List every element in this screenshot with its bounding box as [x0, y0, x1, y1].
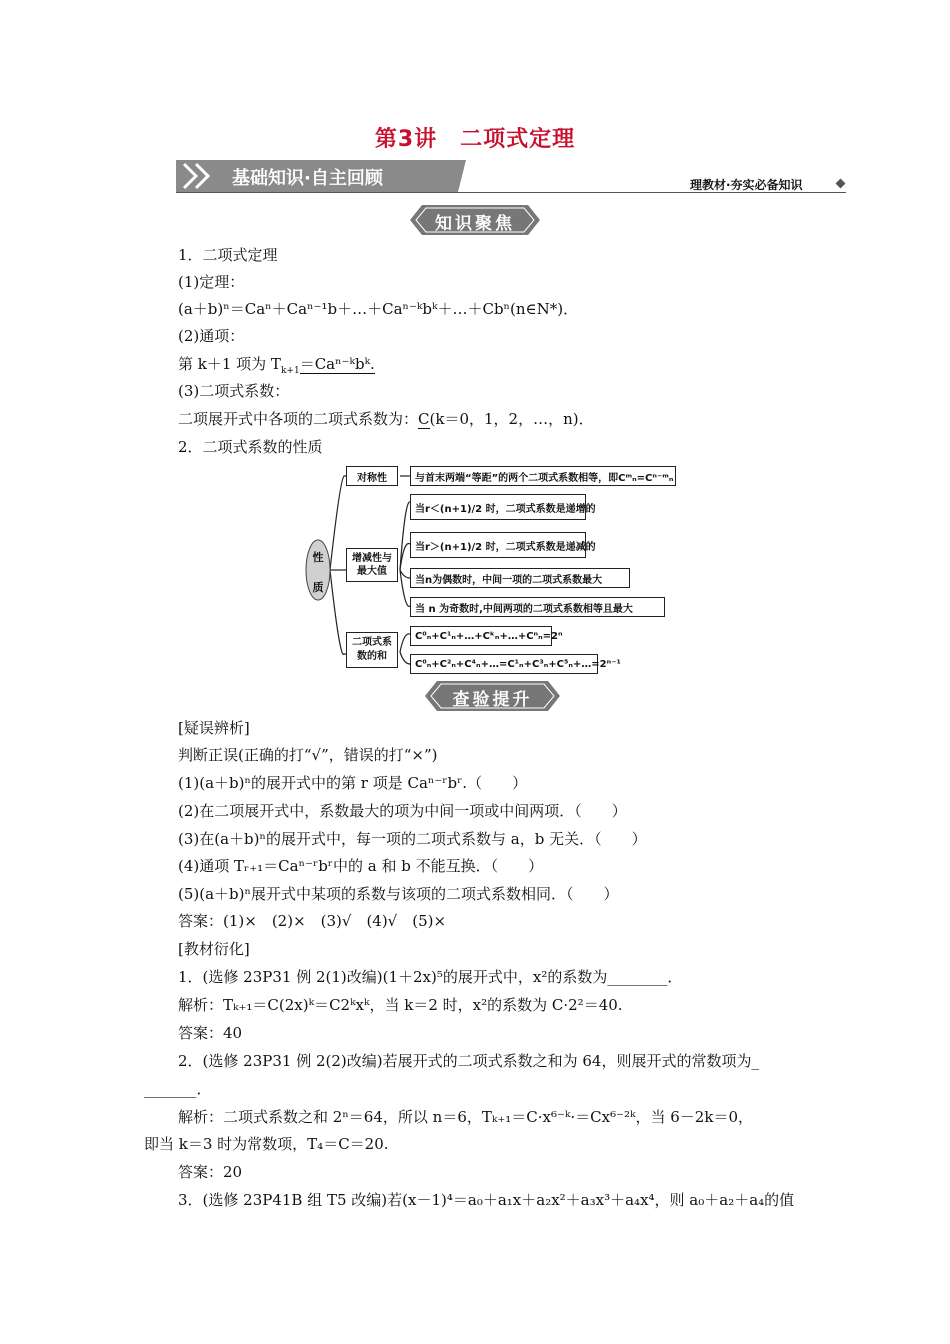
diagram-leaf: 与首末两端“等距”的两个二项式系数相等，即Cᵐₙ=Cⁿ⁻ᵐₙ — [410, 466, 676, 486]
text-line: (2)在二项展开式中，系数最大的项为中间一项或中间两项．（ ） — [178, 802, 627, 820]
banner-left-text: 基础知识·自主回顾 — [232, 168, 383, 189]
text-line: (1)(a＋b)ⁿ的展开式中的第 r 项是 Caⁿ⁻ʳbʳ.（ ） — [178, 774, 528, 792]
text-line: _______． — [144, 1080, 212, 1098]
text-line: [疑误辨析] — [178, 719, 250, 737]
text-line: 解析：Tₖ₊₁＝C(2x)ᵏ＝C2ᵏxᵏ，当 k＝2 时，x²的系数为 C·2²＝40. — [178, 996, 623, 1014]
text-line: 3．(选修 23P41B 组 T5 改编)若(x－1)⁴＝a₀＋a₁x＋a₂x²＋a₃x³＋a₄x⁴，则 a₀＋a₂＋a₄的值 — [178, 1191, 795, 1209]
text-line: 2．(选修 23P31 例 2(2)改编)若展开式的二项式系数之和为 64，则展开式的常数项为_ — [178, 1052, 759, 1070]
text-line: 答案：(1)× (2)× (3)√ (4)√ (5)× — [178, 912, 447, 930]
text-line — [178, 354, 375, 381]
text-underlined: ＝Caⁿ⁻ᵏbᵏ. — [299, 355, 375, 373]
text-span: (k＝0，1，2，…，n)． — [429, 410, 594, 428]
banner-right-text: 理教材·夯实必备知识 — [690, 178, 803, 192]
text-line: (2)通项： — [178, 327, 245, 345]
text-line — [178, 409, 594, 429]
text-line: 判断正误(正确的打“√”，错误的打“×”) — [178, 746, 438, 764]
diagram-leaf: 当r＜(n+1)/2 时，二项式系数是递增的 — [410, 494, 586, 520]
diagram-leaf: C⁰ₙ+C¹ₙ+…+Cᵏₙ+…+Cⁿₙ=2ⁿ — [410, 626, 552, 646]
diagram-node-sym: 对称性 — [346, 466, 398, 486]
text-line: 1．(选修 23P31 例 2(1)改编)(1＋2x)⁵的展开式中，x²的系数为________． — [178, 968, 683, 986]
text-line: 解析：二项式系数之和 2ⁿ＝64，所以 n＝6，Tₖ₊₁＝C·x⁶⁻ᵏ·＝Cx⁶⁻²ᵏ，当 6－2k＝0， — [178, 1108, 753, 1126]
banner-rule — [176, 192, 846, 193]
text-line: (5)(a＋b)ⁿ展开式中某项的系数与该项的二项式系数相同．（ ） — [178, 885, 619, 903]
text-line: 2．二项式系数的性质 — [178, 438, 323, 456]
diagram-root: 性质 — [312, 551, 324, 594]
text-line: [教材衍化] — [178, 940, 250, 958]
diagram-leaf: 当 n 为奇数时,中间两项的二项式系数相等且最大 — [410, 597, 665, 617]
text-line: (3)二项式系数： — [178, 382, 290, 400]
text-underlined: C — [418, 410, 430, 428]
diagram-node-mono: 增减性与最大值 — [346, 548, 398, 582]
text-line: (4)通项 Tᵣ₊₁＝Caⁿ⁻ʳbʳ中的 a 和 b 不能互换．（ ） — [178, 857, 544, 875]
section-pill-knowledge-label: 知识聚焦 — [435, 214, 515, 234]
text-line: 即当 k＝3 时为常数项，T₄＝C＝20. — [144, 1135, 389, 1153]
diamond-icon — [836, 179, 846, 189]
text-line: (3)在(a＋b)ⁿ的展开式中，每一项的二项式系数与 a，b 无关．（ ） — [178, 830, 647, 848]
text-line: (a＋b)ⁿ＝Caⁿ＋Caⁿ⁻¹b＋…＋Caⁿ⁻ᵏbᵏ＋…＋Cbⁿ(n∈N*)． — [178, 300, 579, 318]
text-line: (1)定理： — [178, 273, 245, 291]
section-pill-check — [425, 681, 560, 711]
text-sub: k+1 — [280, 366, 300, 376]
diagram-leaf: 当n为偶数时，中间一项的二项式系数最大 — [410, 568, 630, 588]
section-pill-knowledge — [410, 205, 540, 235]
diagram-leaf: 当r＞(n+1)/2 时，二项式系数是递减的 — [410, 532, 586, 558]
diagram-leaf: C⁰ₙ+C²ₙ+C⁴ₙ+…=C¹ₙ+C³ₙ+C⁵ₙ+…=2ⁿ⁻¹ — [410, 654, 598, 674]
text-line: 答案：20 — [178, 1163, 243, 1181]
diagram-node-sum: 二项式系数的和 — [346, 632, 398, 668]
text-span: 二项展开式中各项的二项式系数为： — [178, 410, 419, 428]
section-pill-check-label: 查验提升 — [452, 690, 533, 710]
text-line: 1．二项式定理 — [178, 246, 278, 264]
page-title: 第3讲 二项式定理 — [374, 127, 576, 152]
text-line: 答案：40 — [178, 1024, 243, 1042]
text-span: 第 k＋1 项为 T — [178, 355, 281, 373]
